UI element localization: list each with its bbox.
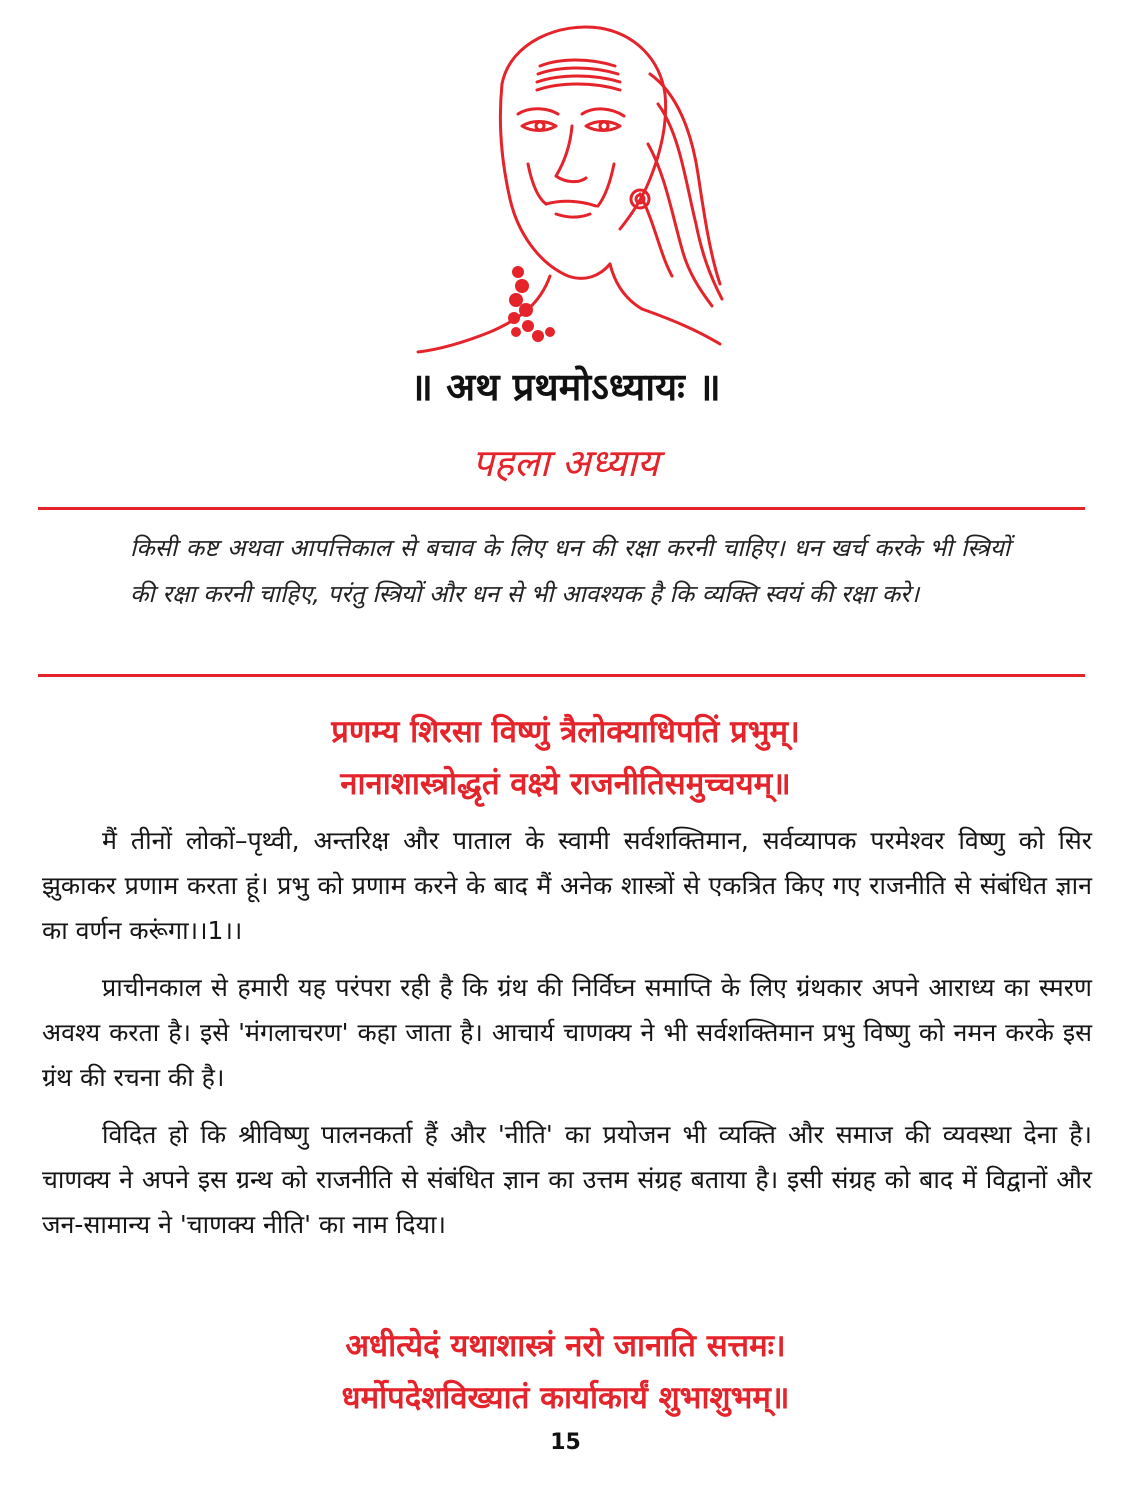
verse-line: धर्मोपदेशविख्यातं कार्याकार्यं शुभाशुभम्॥ — [341, 1380, 790, 1416]
verse-line: नानाशास्त्रोद्धृतं वक्ष्ये राजनीतिसमुच्चयम्॥ — [340, 766, 791, 802]
divider-bottom — [38, 674, 1085, 677]
commentary-paragraph-2 — [42, 965, 1092, 1100]
verse-line: अधीत्येदं यथाशास्त्रं नरो जानाति सत्तमः। — [345, 1328, 786, 1364]
chapter-title: ॥ अथ प्रथमोऽध्यायः ॥ — [410, 365, 721, 409]
divider-top — [38, 507, 1085, 510]
commentary-paragraph-1 — [42, 818, 1092, 953]
sanskrit-verse-1 — [0, 706, 1131, 810]
page-number: 15 — [550, 1430, 581, 1455]
chapter-summary: किसी कष्ट अथवा आपत्तिकाल से बचाव के लिए धन की रक्षा करनी चाहिए। धन खर्च करके भी स्त्रियों की रक्षा करनी चाहिए, परंतु स्त्रियों और धन से भी आवश्यक है कि व्यक्ति स्वयं की रक्षा करे। — [130, 534, 1010, 608]
verse-line: प्रणम्य शिरसा विष्णुं त्रैलोक्याधिपतिं प्रभुम्। — [331, 714, 800, 750]
commentary-paragraph-3 — [42, 1112, 1092, 1247]
chapter-subtitle: पहला अध्याय — [472, 441, 659, 485]
chanakya-portrait — [410, 14, 728, 354]
commentary-text: प्राचीनकाल से हमारी यह परंपरा रही है कि ग्रंथ की निर्विघ्न समाप्ति के लिए ग्रंथकार अपने आराध्य का स्मरण अवश्य करता है। इसे 'मंगलाचरण' कहा जाता है। आचार्य चाणक्य ने भी सर्वशक्तिमान प्रभु विष्णु को नमन करके इस ग्रंथ की रचना की है। — [42, 973, 1092, 1092]
commentary-text: विदित हो कि श्रीविष्णु पालनकर्ता हैं और 'नीति' का प्रयोजन भी व्यक्ति और समाज की व्यवस्था देना है। चाणक्य ने अपने इस ग्रन्थ को राजनीति से संबंधित ज्ञान का उत्तम संग्रह बताया है। इसी संग्रह को बाद में विद्वानों और जन-सामान्य ने 'चाणक्य नीति' का नाम दिया। — [42, 1120, 1092, 1239]
commentary-text: मैं तीनों लोकों–पृथ्वी, अन्तरिक्ष और पाताल के स्वामी सर्वशक्तिमान, सर्वव्यापक परमेश्वर विष्णु को सिर झुकाकर प्रणाम करता हूं। प्रभु को प्रणाम करने के बाद मैं अनेक शास्त्रों से एकत्रित किए गए राजनीति से संबंधित ज्ञान का वर्णन करूंगा।।1।। — [42, 826, 1092, 945]
sanskrit-verse-2 — [0, 1320, 1131, 1424]
